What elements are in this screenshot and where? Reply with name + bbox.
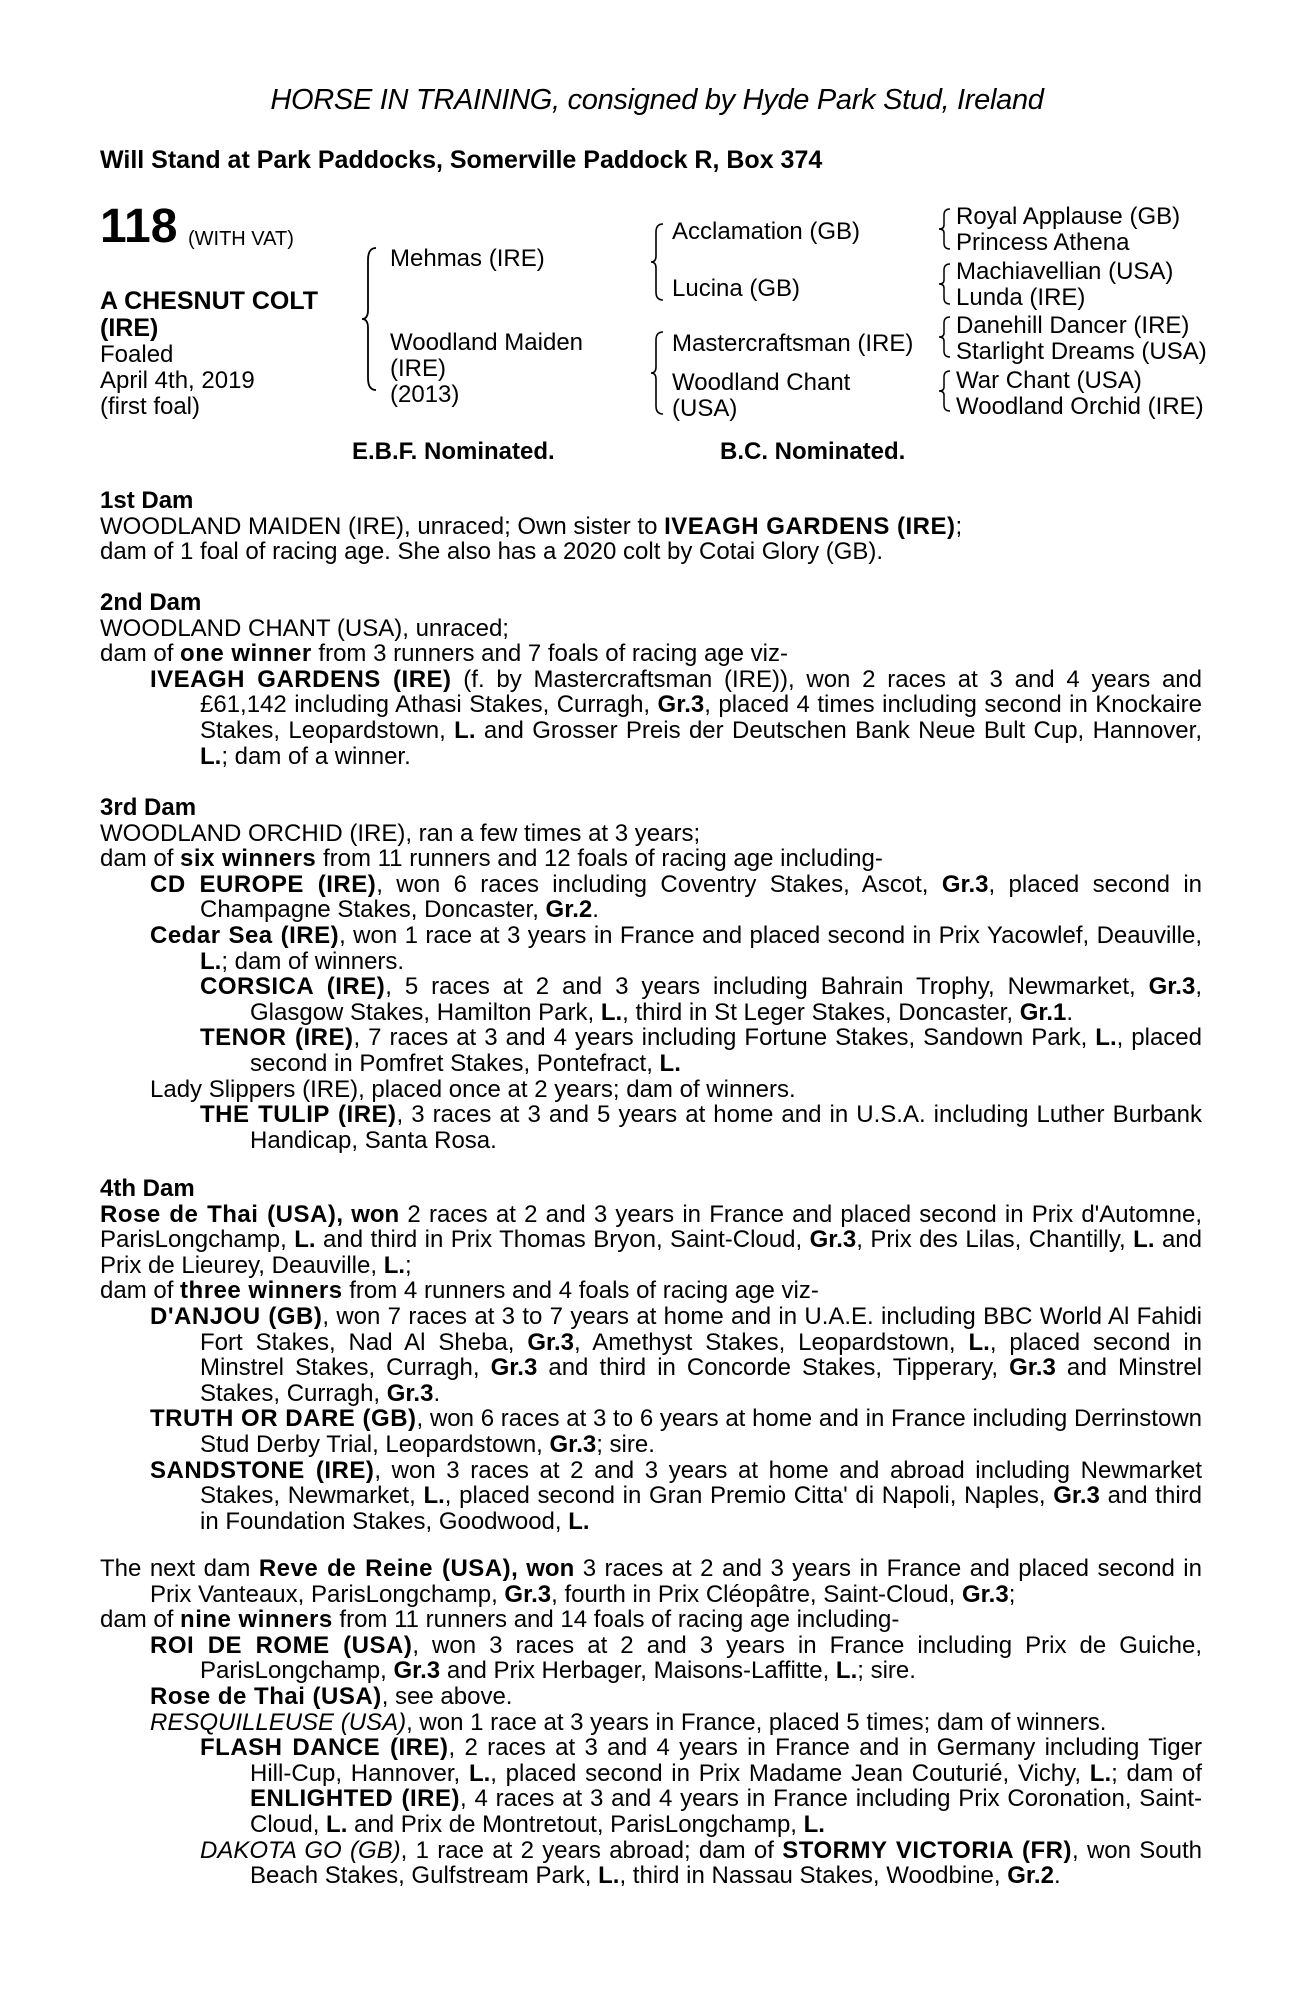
entry-text: , 1 race at 2 years abroad; dam of [400, 1836, 783, 1864]
dam-paragraph [100, 846, 1202, 872]
entry-text: , won South Beach Stakes, Gulfstream Park, [250, 1836, 1202, 1890]
dam-paragraph [100, 1278, 1202, 1304]
race-grade: Gr.3 [941, 870, 989, 898]
horse-name: STORMY VICTORIA (FR) [782, 1836, 1072, 1864]
dam-paragraph [100, 641, 1202, 667]
entry-text: , won 3 races at 2 and 3 years in France including Prix de Guiche, ParisLongchamp, [200, 1631, 1202, 1685]
stand-location: Will Stand at Park Paddocks, Somerville Paddock R, Box 374 [100, 146, 823, 174]
section-heading: 4th Dam [100, 1175, 195, 1202]
dam-text: The next dam [100, 1555, 259, 1582]
entry-text: and Prix Herbager, Maisons-Laffitte, [440, 1657, 836, 1685]
race-grade: L. [200, 742, 222, 770]
section-heading: 2nd Dam [100, 589, 202, 616]
produce-entry [100, 1025, 1202, 1076]
entry-text: , 3 races at 3 and 5 years at home and in U.S.A. including Luther Burbank Handicap, Santa Rosa. [250, 1101, 1202, 1154]
brace-ggen-2 [938, 262, 952, 306]
pedigree-dam-line: (2013) [390, 381, 460, 408]
produce-entry [100, 1458, 1202, 1535]
dam-text: dam of [100, 640, 181, 668]
horse-name: Reve de Reine (USA) [258, 1555, 512, 1582]
horse-name: RESQUILLEUSE (USA) [150, 1708, 407, 1736]
race-grade: Gr.3 [393, 1657, 441, 1685]
produce-entry [100, 923, 1202, 974]
race-grade: L. [600, 998, 623, 1026]
won-label: , won [511, 1555, 575, 1582]
race-grade: L. [568, 1507, 590, 1535]
race-grade: Gr.1 [1019, 998, 1067, 1026]
dam-paragraph: WOODLAND CHANT (USA), unraced; [100, 614, 509, 642]
race-grade: Gr.3 [1053, 1482, 1100, 1510]
dam-text: , Prix des Lilas, Chantilly, [856, 1226, 1134, 1254]
section-heading: 3rd Dam [100, 794, 197, 821]
section-heading: 1st Dam [100, 487, 194, 514]
horse-description [100, 288, 318, 342]
horse-name: Cedar Sea (IRE) [150, 921, 340, 949]
dam-text: ; [405, 1251, 412, 1279]
dam-text: WOODLAND MAIDEN (IRE), unraced; Own sister to [100, 512, 665, 540]
pedigree-ggen-name: Danehill Dancer (IRE) [956, 312, 1190, 339]
dam-paragraph [100, 1607, 1202, 1633]
dam-text: from 11 runners and 12 foals of racing age including- [316, 845, 883, 873]
pedigree-grandsire-1: Acclamation (GB) [672, 218, 861, 245]
foaled-label: Foaled [100, 341, 174, 368]
horse-name: D'ANJOU (GB) [150, 1302, 323, 1330]
first-dam-section [100, 488, 1202, 565]
dam-paragraph [100, 1202, 1202, 1279]
entry-text: and third in Concorde Stakes, Tipperary, [537, 1354, 1010, 1382]
horse-name: CORSICA (IRE) [200, 973, 386, 1001]
entry-text: . [592, 896, 599, 924]
race-grade: Gr.3 [1148, 973, 1196, 1001]
pedigree-ggen-name: Princess Athena [956, 229, 1130, 256]
entry-text: , third in St Leger Stakes, Doncaster, [622, 998, 1020, 1026]
horse-name: ROI DE ROME (USA) [150, 1631, 413, 1659]
race-grade: L. [423, 1482, 445, 1510]
brace-ggen-3 [938, 315, 952, 359]
brace-dam [650, 330, 666, 416]
foaled-date: April 4th, 2019 [100, 367, 255, 394]
dam-text: from 11 runners and 14 foals of racing age including- [332, 1606, 900, 1634]
horse-name: ENLIGHTED (IRE) [250, 1785, 460, 1813]
race-grade: Gr.3 [527, 1328, 575, 1356]
entry-text: and Minstrel Stakes, Curragh, [200, 1354, 1202, 1407]
brace-sire [650, 222, 666, 302]
race-grade: L. [468, 1759, 491, 1787]
pedigree-dam [390, 330, 583, 408]
entry-text: , 7 races at 3 and 4 years including Fortune Stakes, Sandown Park, [353, 1024, 1096, 1052]
entry-text: (f. by Mastercraftsman (IRE)), won 2 races at 3 and 4 years and £61,142 including Athasi Stakes, Curragh, [200, 665, 1202, 719]
race-grade: Gr.3 [809, 1226, 857, 1254]
entry-text: , Amethyst Stakes, Leopardstown, [574, 1328, 969, 1356]
entry-text: , see above. [381, 1682, 513, 1710]
race-grade: L. [1089, 1759, 1112, 1787]
pedigree-sire: Mehmas (IRE) [390, 245, 545, 272]
pedigree-ggen [956, 204, 1207, 420]
race-grade: L. [200, 947, 222, 975]
race-grade: Gr.2 [1007, 1862, 1054, 1890]
produce-entry [100, 667, 1202, 769]
dam-text: ; [955, 512, 963, 540]
produce-entry: Lady Slippers (IRE), placed once at 2 years; dam of winners. [150, 1075, 796, 1103]
produce-entry [100, 1735, 1202, 1837]
pedigree-ggen-name: Royal Applause (GB) [956, 203, 1181, 230]
race-grade: L. [659, 1049, 681, 1077]
race-grade: L. [598, 1862, 620, 1890]
page-title: HORSE IN TRAINING, consigned by Hyde Park Stud, Ireland [270, 84, 1044, 116]
produce-entry [100, 1406, 1202, 1457]
pedigree-ggen-name: Lunda (IRE) [956, 284, 1086, 311]
pedigree-ggen-name: Machiavellian (USA) [956, 258, 1174, 285]
winner-count: nine winners [180, 1606, 333, 1634]
entry-text: . [433, 1379, 441, 1407]
produce-entry [100, 1633, 1202, 1684]
lot-number: 118 [100, 200, 178, 253]
entry-text: , placed second in Minstrel Stakes, Curragh, [200, 1328, 1202, 1382]
race-grade: Gr.3 [549, 1430, 597, 1458]
dam-paragraph: WOODLAND ORCHID (IRE), ran a few times at 3 years; [100, 819, 701, 847]
pedigree-ggen-name: Woodland Orchid (IRE) [956, 393, 1204, 420]
brace-ggen-1 [938, 207, 952, 251]
horse-name: Rose de Thai (USA) [150, 1682, 382, 1710]
entry-text: and Grosser Preis der Deutschen Bank Neue Bult Cup, Hannover, [475, 716, 1202, 744]
race-grade: L. [326, 1810, 348, 1838]
dam-text: 3 races at 2 and 3 years in France and placed second in Prix Vanteaux, ParisLongchamp, [150, 1555, 1202, 1608]
entry-text: . [1053, 1862, 1061, 1890]
horse-name: FLASH DANCE (IRE) [200, 1734, 449, 1762]
entry-text: , won 1 race at 3 years in France and placed second in Prix Yacowlef, Deauville, [339, 921, 1202, 949]
foaling-info [100, 342, 255, 420]
dam-paragraph: dam of 1 foal of racing age. She also has a 2020 colt by Cotai Glory (GB). [100, 538, 884, 566]
pedigree-granddam-1: Lucina (GB) [672, 275, 801, 302]
won-label: , won [336, 1200, 400, 1228]
horse-name: THE TULIP (IRE) [200, 1101, 397, 1129]
next-dam-section [100, 1556, 1202, 1889]
entry-text: , placed 4 times including second in Knockaire Stakes, Leopardstown, [200, 691, 1203, 744]
produce-entry [100, 974, 1202, 1025]
horse-desc-line: (IRE) [100, 314, 159, 342]
dam-text: ; [1008, 1580, 1016, 1608]
horse-name: Rose de Thai (USA) [100, 1200, 337, 1228]
pedigree-ggen-name: War Chant (USA) [956, 367, 1142, 394]
produce-entry [100, 1684, 1202, 1710]
race-grade: Gr.3 [490, 1354, 538, 1382]
entry-text: , third in Nassau Stakes, Woodbine, [619, 1862, 1008, 1890]
entry-text: , Glasgow Stakes, Hamilton Park, [250, 973, 1202, 1026]
pedigree-grandsire-2: Mastercraftsman (IRE) [672, 330, 914, 357]
entry-text: , 5 races at 2 and 3 years including Bahrain Trophy, Newmarket, [385, 973, 1149, 1001]
winner-count: one winner [180, 640, 312, 668]
winner-count: three winners [180, 1277, 343, 1305]
dam-text: dam of [100, 1277, 181, 1305]
pedigree-ggen-name: Starlight Dreams (USA) [956, 338, 1207, 365]
race-grade: L. [1133, 1226, 1155, 1254]
dam-text: dam of [100, 1606, 181, 1634]
winner-count: six winners [180, 845, 317, 873]
race-grade: L. [835, 1657, 858, 1685]
horse-name: IVEAGH GARDENS (IRE) [150, 665, 452, 693]
race-grade: Gr.2 [545, 896, 593, 924]
entry-text: , won 3 races at 2 and 3 years at home and abroad including Newmarket Stakes, Newmarket, [200, 1456, 1202, 1510]
race-grade: L. [454, 716, 476, 744]
horse-desc-line: A CHESNUT COLT [100, 287, 319, 315]
race-grade: L. [803, 1810, 825, 1838]
race-grade: L. [1095, 1024, 1117, 1052]
dam-text: 2 races at 2 and 3 years in France and placed second in Prix d'Automne, ParisLongchamp, [100, 1200, 1202, 1254]
vat-note: (WITH VAT) [188, 228, 294, 250]
dam-text: from 4 runners and 4 foals of racing age viz- [342, 1277, 819, 1305]
brace-ggen-4 [938, 369, 952, 413]
dam-paragraph [100, 514, 1202, 540]
entry-text: ; sire. [857, 1657, 916, 1685]
entry-text: ; dam of a winner. [221, 742, 411, 770]
foal-note: (first foal) [100, 393, 201, 420]
race-grade: Gr.3 [1009, 1354, 1056, 1382]
entry-text: , 4 races at 3 and 4 years in France including Prix Coronation, Saint-Cloud, [250, 1785, 1203, 1838]
pedigree-granddam-line: (USA) [672, 395, 738, 422]
fourth-dam-section [100, 1176, 1202, 1534]
pedigree-granddam-line: Woodland Chant [672, 369, 851, 396]
horse-name: IVEAGH GARDENS (IRE) [664, 512, 956, 540]
pedigree-dam-line: Woodland Maiden [390, 329, 584, 356]
horse-name: SANDSTONE (IRE) [150, 1456, 375, 1484]
entry-text: , placed second in Champagne Stakes, Doncaster, [200, 870, 1203, 924]
dam-text: from 3 runners and 7 foals of racing age viz- [311, 640, 788, 668]
produce-entry [100, 872, 1202, 923]
race-grade: Gr.3 [504, 1580, 552, 1608]
entry-text: , 2 races at 3 and 4 years in France and in Germany including Tiger Hill-Cup, Hannover, [250, 1734, 1202, 1787]
third-dam-section [100, 795, 1202, 1153]
entry-text: . [1066, 998, 1074, 1026]
produce-entry [100, 1710, 1202, 1736]
entry-text: , placed second in Gran Premio Citta' di Napoli, Naples, [444, 1482, 1054, 1510]
dam-text: , fourth in Prix Cléopâtre, Saint-Cloud, [551, 1580, 962, 1608]
pedigree-granddam-2 [672, 370, 850, 422]
race-grade: L. [968, 1328, 990, 1356]
horse-name: TRUTH OR DARE (GB) [150, 1405, 417, 1433]
produce-entry [100, 1102, 1202, 1153]
dam-text: and Prix de Lieurey, Deauville, [100, 1226, 1202, 1279]
entry-text: , won 7 races at 3 to 7 years at home and in U.A.E. including BBC World Al Fahidi Fort Stakes, Nad Al Sheba, [200, 1302, 1203, 1356]
entry-text: and third in Foundation Stakes, Goodwood, [200, 1482, 1202, 1535]
ebf-nomination: E.B.F. Nominated. [352, 438, 555, 465]
race-grade: L. [383, 1251, 406, 1279]
entry-text: , placed second in Pomfret Stakes, Pontefract, [250, 1024, 1203, 1077]
brace-main [360, 246, 380, 392]
horse-name: TENOR (IRE) [200, 1024, 354, 1052]
entry-text: ; sire. [596, 1430, 655, 1458]
second-dam-section [100, 590, 1202, 769]
race-grade: Gr.3 [386, 1379, 434, 1407]
dam-text: and third in Prix Thomas Bryon, Saint-Cloud, [315, 1226, 810, 1254]
race-grade: Gr.3 [657, 691, 705, 719]
entry-text: and Prix de Montretout, ParisLongchamp, [347, 1810, 804, 1838]
horse-name: CD EUROPE (IRE) [150, 870, 377, 898]
entry-text: , won 6 races at 3 to 6 years at home and in France including Derrinstown Stud Derby Trial, Leopardstown, [200, 1405, 1203, 1458]
entry-text: ; dam of winners. [221, 947, 405, 975]
entry-text: , won 1 race at 3 years in France, placed 5 times; dam of winners. [406, 1708, 1107, 1736]
dam-text: dam of [100, 845, 181, 873]
dam-paragraph [100, 1556, 1202, 1607]
race-grade: L. [294, 1226, 316, 1254]
horse-name: DAKOTA GO (GB) [200, 1836, 401, 1864]
entry-text: ; dam of [1111, 1759, 1202, 1787]
pedigree-dam-line: (IRE) [390, 355, 446, 382]
race-grade: Gr.3 [961, 1580, 1009, 1608]
entry-text: , placed second in Prix Madame Jean Couturié, Vichy, [490, 1759, 1090, 1787]
produce-entry [100, 1304, 1202, 1406]
produce-entry [100, 1838, 1202, 1889]
bc-nomination: B.C. Nominated. [720, 438, 906, 465]
entry-text: , won 6 races including Coventry Stakes, Ascot, [376, 870, 942, 898]
